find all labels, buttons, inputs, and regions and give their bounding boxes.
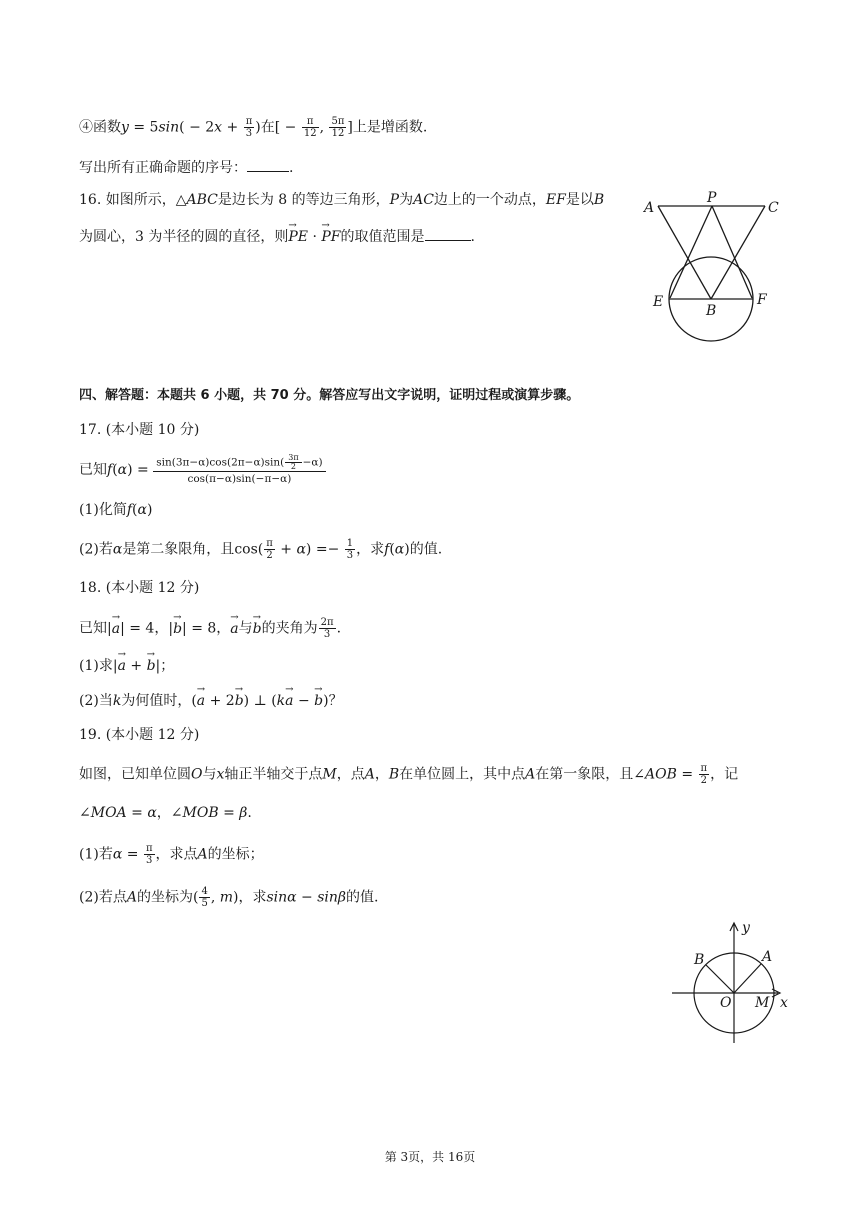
q18-part1: (1)求|→ a + → b|； bbox=[79, 656, 174, 676]
label-x: x bbox=[780, 995, 788, 1011]
vector: → PF bbox=[321, 227, 340, 247]
fraction: $\frac{\pi}{12}$ bbox=[303, 116, 317, 139]
text: 的夹角为 bbox=[261, 620, 318, 637]
q16-line2: 为圆心，3 为半径的圆的直径，则→ PE · → PF的取值范围是 . bbox=[79, 226, 475, 247]
prompt-line bbox=[79, 157, 293, 178]
formula: sin bbox=[158, 119, 180, 136]
text: . bbox=[470, 229, 475, 245]
side-ab bbox=[658, 206, 711, 299]
q19-head: 19. (本小题 12 分) bbox=[79, 727, 200, 743]
proposition-4: ④函数y = 5sin( − 2x + $\frac{\pi}{3}$ )在[ − $\frac{\pi}{12}$ , $\frac{5\pi}{12}$ ]上是增函数. bbox=[79, 116, 428, 139]
text: 为何值时， bbox=[121, 693, 192, 709]
q17-head: 17. (本小题 10 分) bbox=[79, 422, 200, 438]
fraction: $\frac{5\pi}{12}$ bbox=[331, 116, 345, 139]
segment-pf bbox=[712, 206, 752, 298]
text: 的值. bbox=[346, 889, 379, 906]
text: 为 bbox=[399, 192, 414, 208]
text: ？ bbox=[328, 693, 343, 709]
text: ，点 bbox=[336, 766, 365, 783]
text: (2)当 bbox=[79, 693, 113, 709]
segment-pe bbox=[670, 206, 712, 298]
segment-oa bbox=[734, 964, 761, 993]
q18-head: 18. (本小题 12 分) bbox=[79, 580, 200, 596]
label-y: y bbox=[742, 920, 750, 936]
text: 已知| bbox=[79, 620, 112, 637]
text: 是以 bbox=[565, 192, 594, 208]
text: | = 4，| bbox=[120, 620, 174, 637]
numerator-end: −α) bbox=[302, 456, 323, 469]
label-e: E bbox=[653, 294, 664, 310]
text: (1)化简 bbox=[79, 502, 127, 518]
label-f: F bbox=[757, 292, 767, 308]
text: 已知 bbox=[79, 462, 107, 478]
text: 如图，已知单位圆 bbox=[79, 766, 191, 783]
answer-blank bbox=[425, 226, 471, 241]
text: ∠ bbox=[79, 805, 91, 821]
fraction: $\frac{\pi}{3}$ bbox=[245, 116, 253, 139]
q19-part2: (2)若点A的坐标为( $\frac{4}{5}$ , m)，求sinα − sinβ的值. bbox=[79, 886, 379, 909]
text: 在单位圆上，其中点 bbox=[399, 766, 526, 783]
text: (1)求| bbox=[79, 658, 118, 674]
text: 函数 bbox=[93, 119, 121, 136]
text: 的值. bbox=[409, 541, 443, 558]
side-cb bbox=[711, 206, 765, 299]
q18-part2: (2)当k为何值时，(→ a + 2→ b) ⊥ (k→ a − → b)？ bbox=[79, 691, 343, 711]
denominator: cos(π−α)sin(−π−α) bbox=[187, 473, 292, 485]
text: ，∠ bbox=[156, 805, 183, 821]
label-c: C bbox=[768, 200, 779, 216]
label-o: O bbox=[720, 995, 732, 1011]
text: | = 8， bbox=[182, 620, 231, 637]
q19-part1: (1)若α = $\frac{\pi}{3}$ ，求点A的坐标； bbox=[79, 843, 264, 866]
fraction: $\frac{\pi}{3}$ bbox=[145, 843, 153, 866]
text: 是边长为 8 的等边三角形， bbox=[217, 192, 390, 208]
section-title: 四、解答题：本题共 6 小题，共 70 分。解答应写出文字说明，证明过程或演算步骤。 bbox=[79, 388, 580, 403]
vector: → PE bbox=[288, 227, 308, 247]
fraction: $\frac{1}{3}$ bbox=[346, 538, 354, 561]
answer-blank bbox=[247, 157, 289, 172]
q18-given: 已知|→ a| = 4，|→ b| = 8，→ a与→ b的夹角为 $\frac{2\pi}{3}$ . bbox=[79, 617, 341, 640]
text: 边上的一个动点， bbox=[433, 192, 546, 208]
text: (1)若 bbox=[79, 846, 113, 863]
text: 与 bbox=[238, 620, 253, 637]
text: ，记 bbox=[710, 766, 739, 783]
numerator: sin(3π−α)cos(2π−α)sin( bbox=[156, 456, 285, 469]
page-footer: 第 3页，共 16页 bbox=[384, 1150, 476, 1164]
q19-figure bbox=[670, 918, 800, 1048]
q16-line1: 16. 如图所示，△ABC是边长为 8 的等边三角形，P为AC边上的一个动点，EF是以B bbox=[79, 192, 605, 208]
text: 的取值范围是 bbox=[340, 229, 425, 245]
text: 16. 如图所示，△ bbox=[79, 192, 187, 208]
text: 的坐标； bbox=[207, 846, 264, 863]
q17-given: 已知f(α) = sin(3π−α)cos(2π−α)sin( $\frac{3\pi}{2}$ −α) cos(π−α)sin(−π−α) bbox=[79, 452, 326, 488]
text: ，求 bbox=[356, 541, 385, 558]
fraction-num: 3π bbox=[285, 454, 301, 463]
text: 在 bbox=[260, 119, 275, 136]
formula: x bbox=[214, 119, 223, 136]
text: (2)若 bbox=[79, 541, 113, 558]
text: 在第一象限，且∠ bbox=[535, 766, 646, 783]
text: 与 bbox=[202, 766, 217, 783]
text: 轴正半轴交于点 bbox=[224, 766, 323, 783]
fraction: $\frac{4}{5}$ bbox=[201, 886, 208, 909]
text: |； bbox=[155, 658, 175, 674]
q17-part2: (2)若α是第二象限角，且cos( $\frac{\pi}{2}$ + α) =− $\frac{1}{3}$ ，求f(α)的值. bbox=[79, 538, 443, 561]
label-b: B bbox=[706, 303, 717, 319]
text: ， bbox=[374, 766, 389, 783]
text: 写出所有正确命题的序号： bbox=[79, 160, 247, 176]
fraction-den: 2 bbox=[290, 462, 296, 471]
label-b: B bbox=[694, 952, 705, 968]
text: . bbox=[289, 160, 294, 176]
text: 为圆心，3 为半径的圆的直径，则 bbox=[79, 229, 289, 245]
text: . bbox=[247, 805, 252, 821]
fraction: $\frac{\pi}{2}$ bbox=[700, 763, 708, 786]
label-m: M bbox=[755, 995, 770, 1011]
circle-number: ④ bbox=[79, 119, 93, 136]
text: 的坐标为 bbox=[136, 889, 193, 906]
fraction: $\frac{2\pi}{3}$ bbox=[320, 617, 334, 640]
q19-line2: ∠MOA = α，∠MOB = β. bbox=[79, 805, 252, 821]
fraction: $\frac{\pi}{2}$ bbox=[266, 538, 273, 561]
text: 上是增函数. bbox=[352, 119, 428, 136]
label-a: A bbox=[644, 200, 655, 216]
text: 是第二象限角，且 bbox=[122, 541, 235, 558]
segment-ob bbox=[706, 965, 734, 993]
label-p: P bbox=[707, 190, 717, 206]
text: (2)若点 bbox=[79, 889, 127, 906]
fraction-f bbox=[153, 454, 325, 486]
q19-line1: 如图，已知单位圆O与x轴正半轴交于点M，点A，B在单位圆上，其中点A在第一象限，且∠AOB = $\frac{\pi}{2}$ ，记 bbox=[79, 763, 739, 786]
text: ，求点 bbox=[155, 846, 198, 863]
q17-part1: (1)化简f(α) bbox=[79, 502, 153, 518]
label-a: A bbox=[762, 949, 773, 965]
q16-figure bbox=[640, 188, 790, 348]
text: ，求 bbox=[238, 889, 267, 906]
formula: y bbox=[121, 119, 129, 136]
